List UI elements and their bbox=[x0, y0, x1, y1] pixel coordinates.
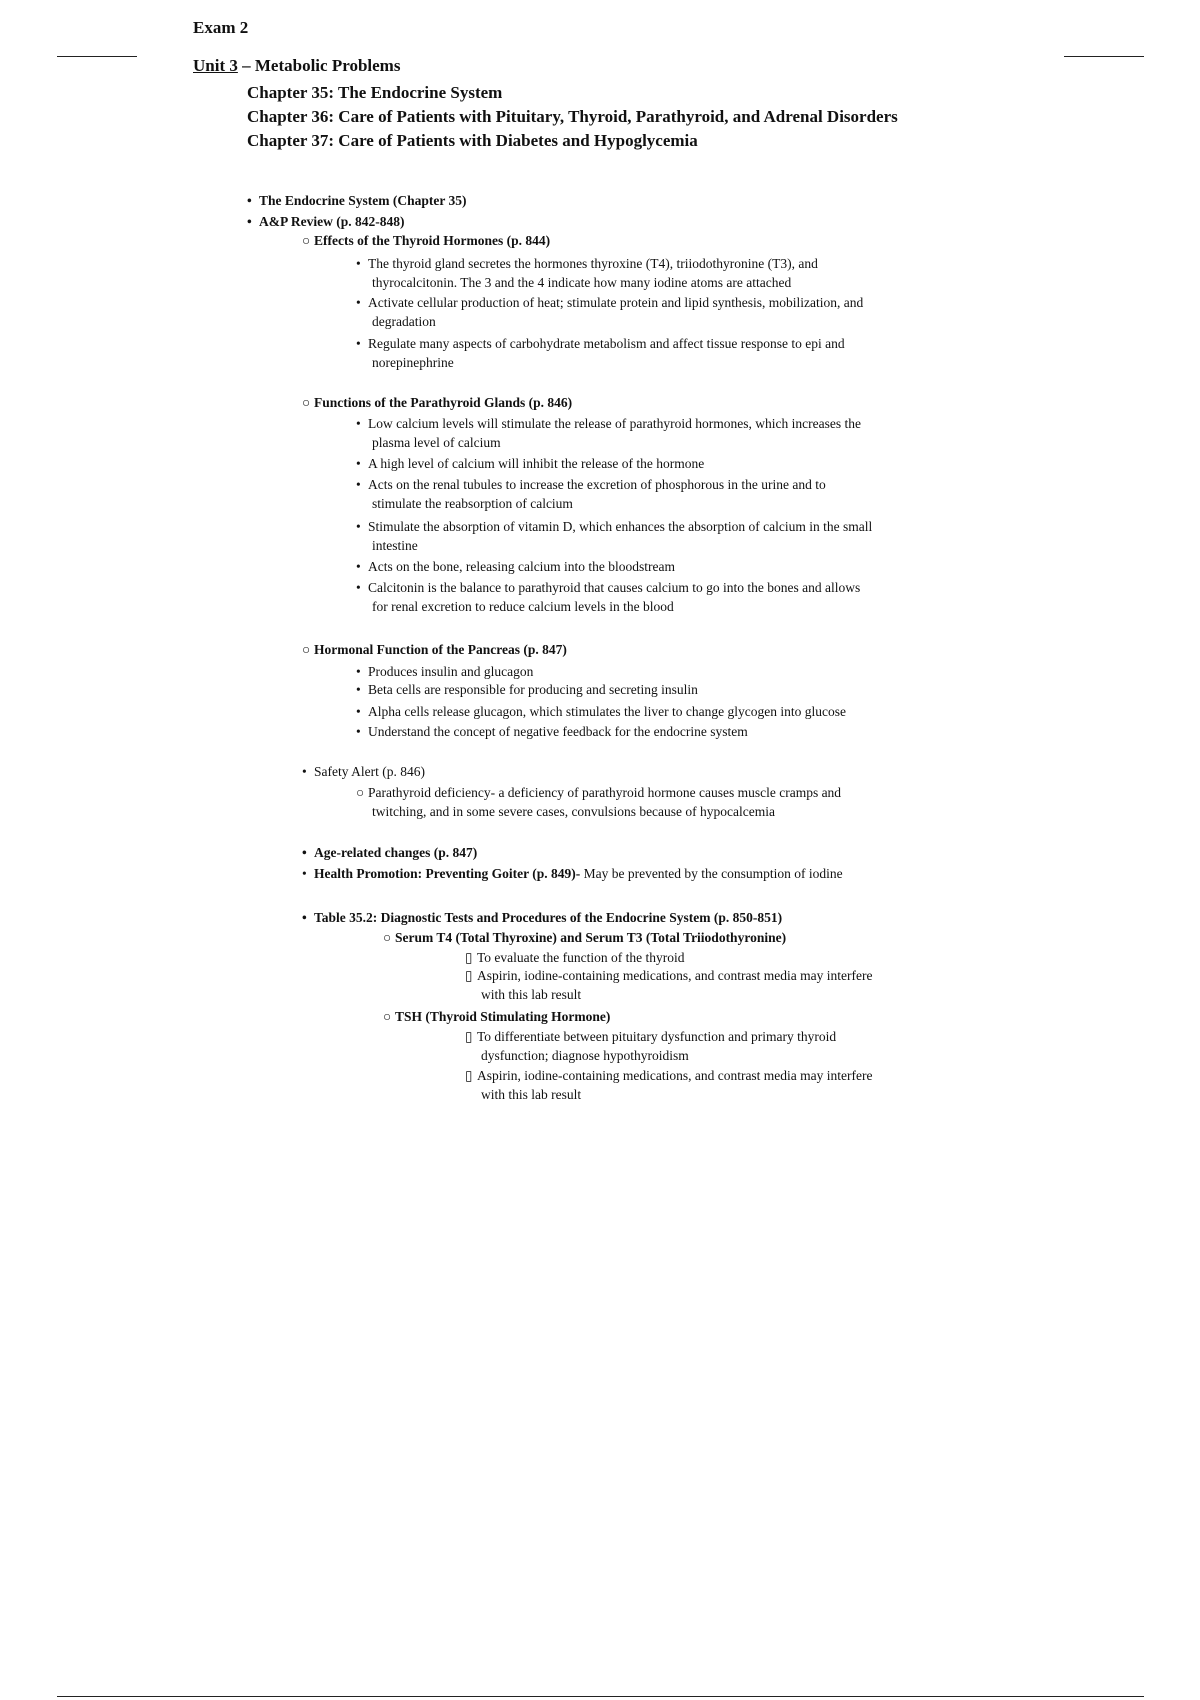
outline-text: A&P Review (p. 842-848) bbox=[259, 214, 405, 229]
serum-item bbox=[465, 966, 873, 1004]
item-text: Produces insulin and glucagon bbox=[368, 664, 534, 679]
item-text: Understand the concept of negative feedback for the endocrine system bbox=[368, 724, 748, 739]
item-continuation: thyrocalcitonin. The 3 and the 4 indicate how many iodine atoms are attached bbox=[372, 275, 792, 290]
box-bullet-icon: ▯ bbox=[465, 968, 473, 983]
unit-title: – Metabolic Problems bbox=[237, 56, 401, 75]
item-line bbox=[465, 1027, 836, 1046]
circle-bullet-icon: ○ bbox=[383, 1009, 392, 1024]
thyroid-item bbox=[356, 293, 863, 331]
item-line bbox=[356, 475, 826, 494]
pancreas-item bbox=[356, 723, 748, 741]
section-pancreas-heading bbox=[302, 641, 567, 659]
item-line bbox=[356, 517, 872, 536]
page-title: Exam 2 bbox=[193, 18, 249, 37]
section-heading-text: Effects of the Thyroid Hormones (p. 844) bbox=[314, 233, 551, 248]
item-text: Calcitonin is the balance to parathyroid that causes calcium to go into the bones and allows bbox=[368, 580, 861, 595]
bullet-icon: • bbox=[356, 256, 361, 271]
parathyroid-item bbox=[356, 517, 872, 555]
parathyroid-item bbox=[356, 414, 861, 452]
outline-text: Age-related changes (p. 847) bbox=[314, 845, 478, 860]
parathyroid-item bbox=[356, 578, 860, 616]
safety-alert-heading bbox=[302, 763, 425, 781]
bullet-icon: • bbox=[356, 336, 361, 351]
item-text: Aspirin, iodine-containing medications, and contrast media may interfere bbox=[477, 1068, 873, 1083]
tsh-heading bbox=[383, 1008, 610, 1026]
item-text: The thyroid gland secretes the hormones thyroxine (T4), triiodothyronine (T3), and bbox=[368, 256, 818, 271]
outline-text: The Endocrine System (Chapter 35) bbox=[259, 193, 467, 208]
box-bullet-icon: ▯ bbox=[465, 1068, 473, 1083]
chapter-36-heading: Chapter 36: Care of Patients with Pituitary, Thyroid, Parathyroid, and Adrenal Disorders bbox=[247, 107, 898, 126]
bullet-icon: • bbox=[302, 764, 307, 779]
item-line bbox=[356, 414, 861, 433]
subsection-heading-text: Serum T4 (Total Thyroxine) and Serum T3 (Total Triiodothyronine) bbox=[395, 930, 787, 945]
item-text: Regulate many aspects of carbohydrate metabolism and affect tissue response to epi and bbox=[368, 336, 845, 351]
box-bullet-icon: ▯ bbox=[465, 1029, 473, 1044]
bullet-icon: • bbox=[356, 295, 361, 310]
bullet-icon: • bbox=[356, 559, 361, 574]
parathyroid-item bbox=[356, 475, 826, 513]
item-text: Stimulate the absorption of vitamin D, which enhances the absorption of calcium in the small bbox=[368, 519, 873, 534]
section-thyroid-heading bbox=[302, 232, 550, 250]
bullet-icon: • bbox=[302, 910, 307, 925]
item-line bbox=[465, 1066, 873, 1085]
section-heading-text: Safety Alert (p. 846) bbox=[314, 764, 425, 779]
footer-rule bbox=[57, 1696, 1144, 1697]
circle-bullet-icon: ○ bbox=[383, 930, 392, 945]
tsh-item bbox=[465, 1027, 836, 1065]
chapter-35-heading: Chapter 35: The Endocrine System bbox=[247, 83, 503, 102]
item-line bbox=[356, 293, 863, 312]
item-line bbox=[356, 254, 818, 273]
bullet-icon: • bbox=[302, 845, 307, 860]
unit-heading bbox=[193, 56, 400, 76]
item-line bbox=[356, 783, 841, 802]
item-continuation: with this lab result bbox=[481, 987, 582, 1002]
item-continuation: norepinephrine bbox=[372, 355, 454, 370]
pancreas-item bbox=[356, 681, 698, 699]
bullet-icon: • bbox=[356, 704, 361, 719]
pancreas-item bbox=[356, 703, 846, 721]
bullet-icon: • bbox=[247, 214, 252, 229]
item-continuation: with this lab result bbox=[481, 1087, 582, 1102]
bullet-icon: • bbox=[356, 456, 361, 471]
item-line bbox=[465, 966, 873, 985]
item-text: Acts on the bone, releasing calcium into the bloodstream bbox=[368, 559, 676, 574]
parathyroid-item bbox=[356, 454, 704, 473]
section-parathyroid-heading bbox=[302, 394, 572, 412]
chapter-37-heading: Chapter 37: Care of Patients with Diabetes and Hypoglycemia bbox=[247, 131, 698, 150]
serum-item bbox=[465, 948, 685, 967]
header-rule-left bbox=[57, 56, 137, 57]
item-text: Alpha cells release glucagon, which stimulates the liver to change glycogen into glucose bbox=[368, 704, 846, 719]
thyroid-item bbox=[356, 334, 845, 372]
item-text: Parathyroid deficiency- a deficiency of parathyroid hormone causes muscle cramps and bbox=[368, 785, 842, 800]
header-rule-right bbox=[1064, 56, 1144, 57]
bullet-icon: • bbox=[302, 866, 307, 881]
circle-bullet-icon: ○ bbox=[302, 642, 311, 657]
section-heading-text: Hormonal Function of the Pancreas (p. 847) bbox=[314, 642, 567, 657]
item-continuation: dysfunction; diagnose hypothyroidism bbox=[481, 1048, 689, 1063]
table-35-2-heading bbox=[302, 909, 782, 927]
bullet-icon: • bbox=[356, 724, 361, 739]
item-line bbox=[356, 557, 675, 576]
item-continuation: stimulate the reabsorption of calcium bbox=[372, 496, 573, 511]
pancreas-item bbox=[356, 663, 533, 681]
item-continuation: for renal excretion to reduce calcium levels in the blood bbox=[372, 599, 674, 614]
bullet-icon: • bbox=[356, 477, 361, 492]
serum-t4-t3-heading bbox=[383, 929, 786, 947]
item-text: Beta cells are responsible for producing and secreting insulin bbox=[368, 682, 698, 697]
goiter-text: May be prevented by the consumption of iodine bbox=[580, 866, 843, 881]
item-line bbox=[356, 454, 704, 473]
outline-endocrine bbox=[247, 192, 467, 210]
circle-bullet-icon: ○ bbox=[302, 233, 311, 248]
item-text: To evaluate the function of the thyroid bbox=[477, 950, 685, 965]
bullet-icon: • bbox=[356, 416, 361, 431]
tsh-item bbox=[465, 1066, 873, 1104]
bullet-icon: • bbox=[356, 580, 361, 595]
subsection-heading-text: TSH (Thyroid Stimulating Hormone) bbox=[395, 1009, 611, 1024]
item-continuation: degradation bbox=[372, 314, 436, 329]
item-continuation: intestine bbox=[372, 538, 418, 553]
preventing-goiter bbox=[302, 865, 843, 883]
bullet-icon: • bbox=[356, 664, 361, 679]
bullet-icon: • bbox=[247, 193, 252, 208]
item-text: Acts on the renal tubules to increase the excretion of phosphorous in the urine and to bbox=[368, 477, 826, 492]
item-line bbox=[356, 334, 845, 353]
unit-label: Unit 3 bbox=[193, 56, 238, 75]
circle-bullet-icon: ○ bbox=[302, 395, 311, 410]
age-related-changes bbox=[302, 844, 477, 862]
item-text: Activate cellular production of heat; stimulate protein and lipid synthesis, mobilization, and bbox=[368, 295, 864, 310]
box-bullet-icon: ▯ bbox=[465, 950, 473, 965]
safety-alert-item bbox=[356, 783, 841, 821]
item-text: Low calcium levels will stimulate the release of parathyroid hormones, which increases the bbox=[368, 416, 861, 431]
item-line bbox=[465, 948, 685, 967]
item-text: A high level of calcium will inhibit the release of the hormone bbox=[368, 456, 705, 471]
item-text: To differentiate between pituitary dysfunction and primary thyroid bbox=[477, 1029, 837, 1044]
bullet-icon: • bbox=[356, 682, 361, 697]
thyroid-item bbox=[356, 254, 818, 292]
bullet-icon: • bbox=[356, 519, 361, 534]
goiter-heading: Health Promotion: Preventing Goiter (p. 849)- bbox=[314, 866, 581, 881]
item-line bbox=[356, 578, 860, 597]
item-continuation: twitching, and in some severe cases, convulsions because of hypocalcemia bbox=[372, 804, 775, 819]
outline-ap-review bbox=[247, 213, 404, 231]
item-text: Aspirin, iodine-containing medications, and contrast media may interfere bbox=[477, 968, 873, 983]
section-heading-text: Table 35.2: Diagnostic Tests and Procedures of the Endocrine System (p. 850-851) bbox=[314, 910, 783, 925]
section-heading-text: Functions of the Parathyroid Glands (p. 846) bbox=[314, 395, 573, 410]
item-continuation: plasma level of calcium bbox=[372, 435, 501, 450]
circle-bullet-icon: ○ bbox=[356, 785, 365, 800]
parathyroid-item bbox=[356, 557, 675, 576]
